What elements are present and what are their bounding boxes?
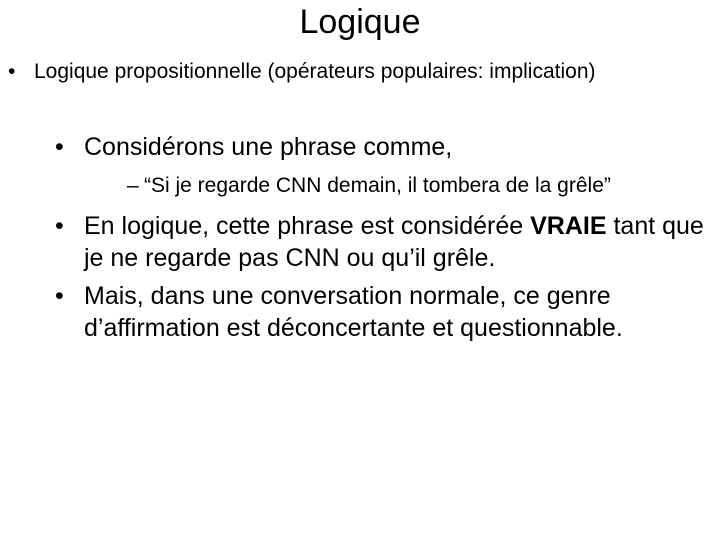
bullet-item-considerons — [0, 131, 712, 163]
sub-bullet-item-quote — [0, 172, 712, 200]
bullet-text — [84, 212, 704, 272]
bullet-item-logique-propositionnelle — [0, 58, 712, 86]
bullet-list-level-2-continued — [0, 210, 712, 350]
bullet-icon: • — [55, 282, 64, 310]
bullet-text-start: En logique, cette phrase est considérée — [84, 212, 531, 240]
bullet-text: Logique propositionnelle (opérateurs populaires: implication) — [34, 60, 596, 83]
dash-icon: – — [127, 174, 139, 197]
sub-bullet-text: “Si je regarde CNN demain, il tombera de la grêle” — [144, 174, 611, 197]
bullet-item-mais — [0, 280, 712, 344]
bullet-list-level-2 — [0, 131, 712, 163]
bullet-text: Considérons une phrase comme, — [84, 133, 453, 161]
slide-title: Logique — [299, 3, 421, 41]
bullet-text-emphasis: VRAIE — [530, 212, 607, 240]
bullet-text-end: tant que je ne regarde pas CNN ou qu’il grêle. — [84, 212, 704, 272]
bullet-list-level-3 — [0, 172, 712, 200]
bullet-icon: • — [8, 60, 16, 83]
bullet-item-en-logique — [0, 210, 712, 274]
bullet-list-level-1 — [0, 58, 712, 86]
bullet-icon: • — [55, 212, 64, 240]
bullet-text: Mais, dans une conversation normale, ce genre d’affirmation est déconcertante et questionnable. — [84, 282, 623, 342]
bullet-icon: • — [55, 133, 64, 161]
